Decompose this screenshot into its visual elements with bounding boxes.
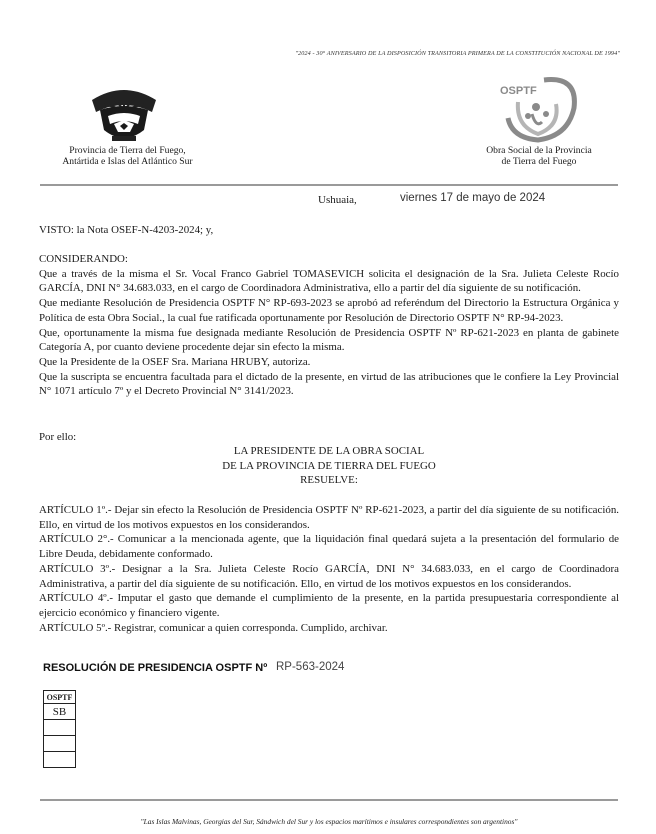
- anniversary-line: "2024 - 30° ANIVERSARIO DE LA DISPOSICIÓN TRANSITORIA PRIMERA DE LA CONSTITUCIÓN NACIONAL DE 1994": [295, 50, 620, 57]
- osptf-logo-icon: [498, 74, 582, 144]
- article-paragraph: ARTÍCULO 4º.- Imputar el gasto que demande el cumplimiento de la presente, en la partida presupuestaria correspondiente al ejercicio económico y financiero vigente.: [39, 592, 619, 619]
- article-paragraph: ARTÍCULO 1º.- Dejar sin efecto la Resolución de Presidencia OSPTF Nº RP-621-2023, a partir del día siguiente de su notificación. Ello, en virtud de los motivos expuestos en los considerandos.: [39, 504, 619, 531]
- footer-divider: [40, 799, 618, 801]
- authority-line1: LA PRESIDENTE DE LA OBRA SOCIAL: [233, 445, 425, 457]
- osptf-label: [464, 146, 614, 167]
- initials-box-cell: [44, 720, 76, 736]
- province-label-line1: Provincia de Tierra del Fuego,: [69, 145, 186, 156]
- footer-text: "Las Islas Malvinas, Georgias del Sur, Sándwich del Sur y los espacios marítimos e insulares correspondientes son argentinos": [140, 817, 518, 826]
- province-label-line2: Antártida e Islas del Atlántico Sur: [62, 155, 193, 167]
- article-paragraph: ARTÍCULO 3º.- Designar a la Sra. Julieta Celeste Rocío GARCÍA, DNI N° 34.683.033, en el cargo de Coordinadora Administrativa, a partir del día siguiente de su notificación. Ello, en virtud de los motivos expuestos en los considerandos.: [39, 562, 619, 590]
- province-emblem-icon: [86, 80, 162, 146]
- city: Ushuaia,: [318, 194, 357, 206]
- province-label: [40, 146, 215, 167]
- articles-section: [39, 503, 619, 635]
- considerando-paragraph: Que la Presidente de la OSEF Sra. Mariana HRUBY, autoriza.: [39, 355, 311, 368]
- osptf-logo-text: OSPTF: [500, 85, 537, 97]
- considerando-paragraph: Que a través de la misma el Sr. Vocal Franco Gabriel TOMASEVICH solicita el designación de la Sra. Julieta Celeste Rocío GARCÍA, DNI N° 34.683.033, en el cargo de Coordinadora Administrativa, ello a partir del día siguiente de su notificación.: [39, 267, 619, 295]
- resolution-number: RP-563-2024: [276, 661, 345, 673]
- osptf-label-line2: de Tierra del Fuego: [501, 155, 577, 167]
- initials-box-cell: [44, 752, 76, 768]
- considerando-paragraph: Que mediante Resolución de Presidencia OSPTF N° RP-693-2023 se aprobó ad referéndum del Directorio la Estructura Orgánica y Política de esta Obra Social., la cual fue ratificada oportunamente por Resolución de Directorio OSPTF N° RP-94-2023.: [39, 297, 619, 324]
- resolution-label: RESOLUCIÓN DE PRESIDENCIA OSPTF Nº: [43, 662, 268, 674]
- article-paragraph: ARTÍCULO 5º.- Registrar, comunicar a quien corresponda. Cumplido, archivar.: [39, 621, 388, 634]
- article-paragraph: ARTÍCULO 2°.- Comunicar a la mencionada agente, que la liquidación final quedará sujeta a la presentación del formulario de Libre Deuda, debidamente conformado.: [39, 533, 619, 561]
- considerando-section: [39, 252, 619, 399]
- visto-paragraph: VISTO: la Nota OSEF-N-4203-2024; y,: [39, 224, 214, 236]
- considerando-title: CONSIDERANDO:: [39, 253, 128, 265]
- initials-box-cell: [44, 736, 76, 752]
- header-divider: [40, 184, 618, 186]
- considerando-paragraph: Que, oportunamente la misma fue designada mediante Resolución de Presidencia OSPTF Nº RP-621-2023 en planta de gabinete Categoría A, por cuanto deviene procedente dejar sin efecto la misma.: [39, 326, 619, 354]
- considerando-paragraph: Que la suscripta se encuentra facultada para el dictado de la presente, en virtud de las atribuciones que le confiere la Ley Provincial N° 1071 artículo 7º y el Decreto Provincial N° 3141/2023.: [39, 370, 619, 398]
- initials-box: [43, 690, 76, 768]
- initials-box-cell: SB: [44, 704, 76, 720]
- osptf-label-line1: Obra Social de la Provincia: [486, 145, 592, 156]
- por-ello: Por ello:: [39, 431, 77, 443]
- resuelve-heading: RESUELVE:: [300, 474, 358, 487]
- authority-line2: DE LA PROVINCIA DE TIERRA DEL FUEGO: [222, 459, 436, 472]
- document-date: viernes 17 de mayo de 2024: [400, 192, 546, 204]
- initials-box-header: OSPTF: [44, 691, 76, 704]
- authority-block: [39, 444, 619, 488]
